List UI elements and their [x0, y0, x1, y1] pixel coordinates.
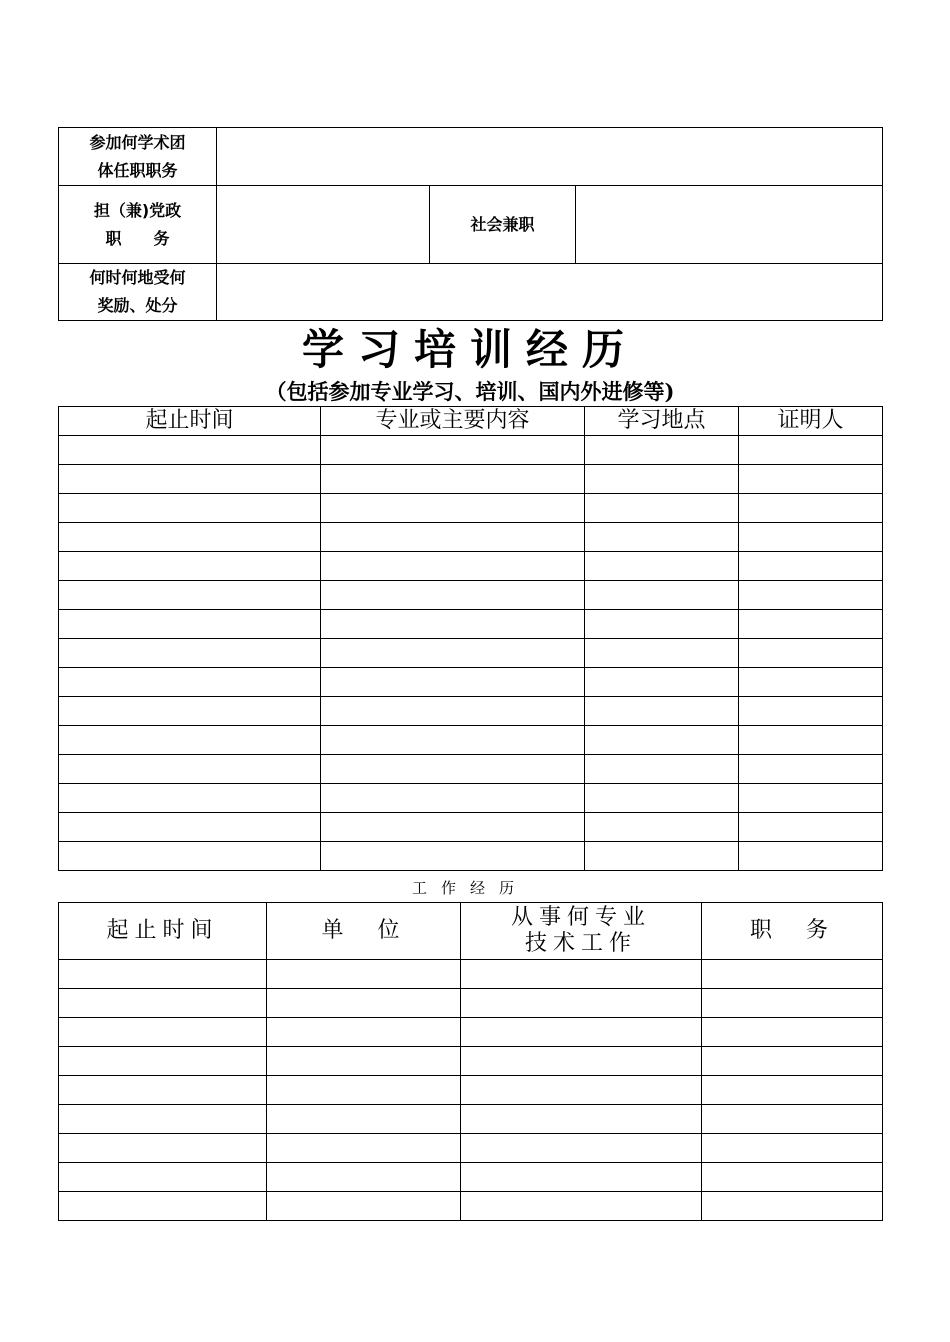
work-table-cell[interactable]: [461, 1018, 702, 1047]
study-table-cell[interactable]: [739, 697, 883, 726]
study-table-cell[interactable]: [321, 697, 585, 726]
study-history-table: [58, 406, 883, 871]
study-table-cell[interactable]: [739, 610, 883, 639]
work-table-row: [59, 1018, 883, 1047]
social-position-label: 社会兼职: [430, 186, 576, 264]
study-table-cell[interactable]: [585, 726, 739, 755]
work-header-period: 起止时间: [59, 903, 267, 960]
study-table-row: [59, 552, 883, 581]
work-table-cell[interactable]: [702, 1134, 883, 1163]
work-table-cell[interactable]: [59, 1105, 267, 1134]
study-table-cell[interactable]: [59, 465, 321, 494]
work-table-cell[interactable]: [461, 989, 702, 1018]
study-table-row: [59, 523, 883, 552]
personal-info-table: [58, 127, 883, 321]
award-field[interactable]: [217, 264, 883, 321]
work-table-cell[interactable]: [461, 1047, 702, 1076]
study-table-cell[interactable]: [59, 523, 321, 552]
study-table-cell[interactable]: [739, 813, 883, 842]
study-table-row: [59, 494, 883, 523]
work-section-title: 工作经历: [411, 879, 528, 897]
work-table-cell[interactable]: [461, 1163, 702, 1192]
work-table-row: [59, 1105, 883, 1134]
study-header-period: 起止时间: [59, 407, 321, 436]
work-table-row: [59, 989, 883, 1018]
study-table-cell[interactable]: [585, 523, 739, 552]
study-table-cell[interactable]: [59, 668, 321, 697]
work-table-cell[interactable]: [461, 1192, 702, 1221]
study-table-cell[interactable]: [585, 465, 739, 494]
work-table-row: [59, 1076, 883, 1105]
work-table-cell[interactable]: [702, 1192, 883, 1221]
work-table-cell[interactable]: [59, 1134, 267, 1163]
study-table-cell[interactable]: [59, 784, 321, 813]
work-table-cell[interactable]: [702, 1105, 883, 1134]
study-table-cell[interactable]: [739, 523, 883, 552]
study-table-cell[interactable]: [585, 842, 739, 871]
study-table-row: [59, 610, 883, 639]
study-table-cell[interactable]: [585, 755, 739, 784]
work-table-cell[interactable]: [267, 1163, 461, 1192]
study-table-cell[interactable]: [59, 581, 321, 610]
study-table-cell[interactable]: [321, 813, 585, 842]
party-position-label: 担（兼)党政 职 务: [59, 186, 217, 264]
study-table-cell[interactable]: [585, 697, 739, 726]
study-table-cell[interactable]: [59, 842, 321, 871]
study-table-cell[interactable]: [739, 465, 883, 494]
academic-position-label: 参加何学术团 体任职职务: [59, 128, 217, 186]
study-table-cell[interactable]: [739, 842, 883, 871]
study-table-cell[interactable]: [59, 610, 321, 639]
study-table-cell[interactable]: [739, 639, 883, 668]
work-table-cell[interactable]: [59, 960, 267, 989]
work-table-cell[interactable]: [59, 1076, 267, 1105]
study-table-cell[interactable]: [321, 842, 585, 871]
study-table-cell[interactable]: [321, 610, 585, 639]
study-table-row: [59, 842, 883, 871]
study-table-cell[interactable]: [585, 813, 739, 842]
study-table-cell[interactable]: [585, 784, 739, 813]
study-table-row: [59, 581, 883, 610]
study-section-title: 学习培训经历: [301, 325, 638, 374]
study-table-cell[interactable]: [585, 436, 739, 465]
study-table-cell[interactable]: [321, 581, 585, 610]
work-table-cell[interactable]: [59, 989, 267, 1018]
work-header-specialty: 从事何专业 技术工作: [461, 903, 702, 960]
work-table-row: [59, 960, 883, 989]
work-table-cell[interactable]: [267, 1105, 461, 1134]
study-table-cell[interactable]: [321, 436, 585, 465]
study-table-cell[interactable]: [585, 639, 739, 668]
work-header-unit: 单 位: [267, 903, 461, 960]
study-table-cell[interactable]: [585, 610, 739, 639]
study-table-row: [59, 697, 883, 726]
work-table-cell[interactable]: [702, 960, 883, 989]
study-table-cell[interactable]: [59, 726, 321, 755]
study-table-cell[interactable]: [321, 726, 585, 755]
work-header-row: [59, 903, 883, 960]
study-table-cell[interactable]: [321, 784, 585, 813]
work-table-row: [59, 1047, 883, 1076]
academic-position-field[interactable]: [217, 128, 883, 186]
study-table-cell[interactable]: [739, 726, 883, 755]
study-header-location: 学习地点: [585, 407, 739, 436]
study-section-subtitle: （包括参加专业学习、培训、国内外进修等): [265, 379, 675, 404]
study-table-cell[interactable]: [739, 784, 883, 813]
study-table-cell[interactable]: [739, 552, 883, 581]
study-table-cell[interactable]: [585, 581, 739, 610]
work-table-cell[interactable]: [267, 1047, 461, 1076]
work-table-cell[interactable]: [702, 989, 883, 1018]
award-label: 何时何地受何 奖励、处分: [59, 264, 217, 321]
study-table-cell[interactable]: [59, 639, 321, 668]
work-table-row: [59, 1192, 883, 1221]
work-table-row: [59, 1134, 883, 1163]
study-table-cell[interactable]: [59, 813, 321, 842]
study-header-content: 专业或主要内容: [321, 407, 585, 436]
work-table-cell[interactable]: [267, 1192, 461, 1221]
study-table-cell[interactable]: [321, 465, 585, 494]
work-table-cell[interactable]: [702, 1047, 883, 1076]
study-table-row: [59, 784, 883, 813]
study-table-cell[interactable]: [59, 755, 321, 784]
work-header-position: 职 务: [702, 903, 883, 960]
work-table-cell[interactable]: [267, 1018, 461, 1047]
work-table-cell[interactable]: [59, 1163, 267, 1192]
study-table-cell[interactable]: [585, 552, 739, 581]
study-table-cell[interactable]: [59, 552, 321, 581]
study-table-cell[interactable]: [739, 668, 883, 697]
work-table-cell[interactable]: [461, 960, 702, 989]
study-table-cell[interactable]: [321, 494, 585, 523]
study-table-row: [59, 813, 883, 842]
work-history-table: [58, 902, 883, 1221]
study-table-cell[interactable]: [739, 494, 883, 523]
study-header-row: [59, 407, 883, 436]
work-table-cell[interactable]: [702, 1018, 883, 1047]
social-position-field[interactable]: [576, 186, 883, 264]
work-table-cell[interactable]: [59, 1192, 267, 1221]
study-table-cell[interactable]: [585, 494, 739, 523]
work-table-cell[interactable]: [461, 1105, 702, 1134]
study-table-row: [59, 668, 883, 697]
study-table-cell[interactable]: [739, 755, 883, 784]
party-position-field[interactable]: [217, 186, 430, 264]
study-table-cell[interactable]: [585, 668, 739, 697]
work-table-cell[interactable]: [702, 1163, 883, 1192]
work-table-cell[interactable]: [267, 989, 461, 1018]
work-table-cell[interactable]: [702, 1076, 883, 1105]
work-table-cell[interactable]: [461, 1076, 702, 1105]
study-header-witness: 证明人: [739, 407, 883, 436]
study-table-row: [59, 755, 883, 784]
work-table-cell[interactable]: [59, 1047, 267, 1076]
work-table-row: [59, 1163, 883, 1192]
work-table-cell[interactable]: [267, 1076, 461, 1105]
study-table-cell[interactable]: [739, 581, 883, 610]
study-table-cell[interactable]: [321, 639, 585, 668]
study-table-cell[interactable]: [739, 436, 883, 465]
study-table-cell[interactable]: [321, 552, 585, 581]
study-table-cell[interactable]: [321, 523, 585, 552]
study-table-row: [59, 639, 883, 668]
study-table-row: [59, 726, 883, 755]
work-table-cell[interactable]: [267, 1134, 461, 1163]
study-table-cell[interactable]: [321, 668, 585, 697]
work-table-cell[interactable]: [59, 1018, 267, 1047]
study-table-cell[interactable]: [59, 494, 321, 523]
work-table-cell[interactable]: [267, 960, 461, 989]
work-table-cell[interactable]: [461, 1134, 702, 1163]
study-table-cell[interactable]: [321, 755, 585, 784]
study-table-cell[interactable]: [59, 697, 321, 726]
study-table-row: [59, 436, 883, 465]
study-table-row: [59, 465, 883, 494]
study-table-cell[interactable]: [59, 436, 321, 465]
